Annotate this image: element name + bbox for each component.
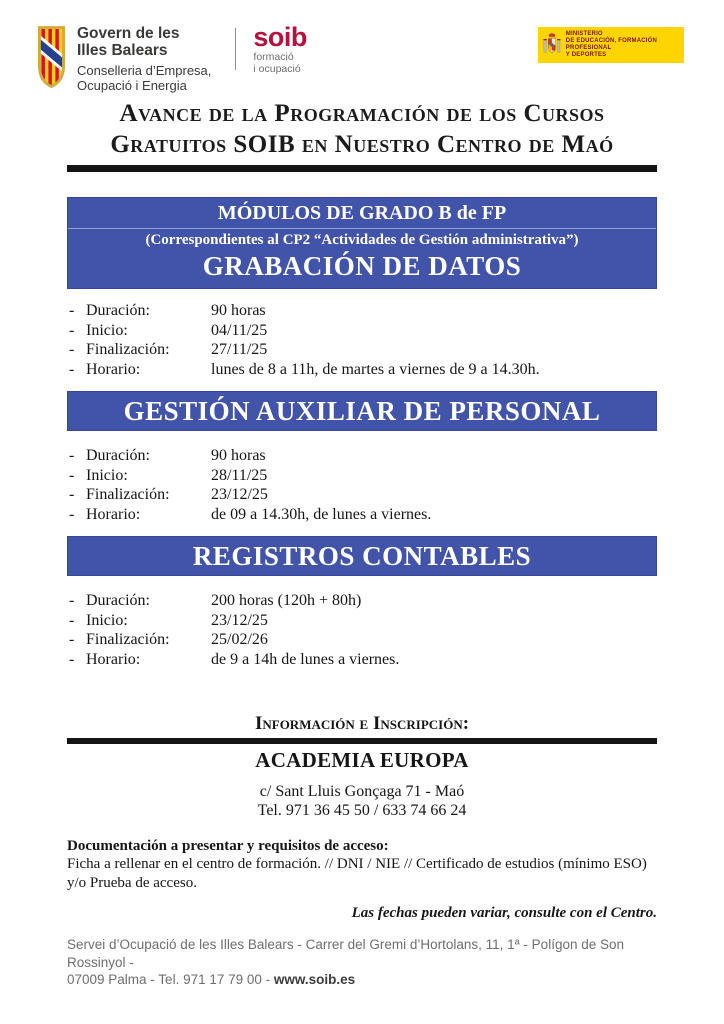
govern-dept-line2: Ocupació i Energia: [77, 78, 187, 93]
detail-value: 04/11/25: [211, 321, 268, 339]
detail-label: Inicio:: [86, 321, 128, 339]
bullet-dash: -: [69, 611, 75, 629]
detail-label: Horario:: [86, 505, 141, 523]
govern-name-line2: Illes Balears: [77, 42, 168, 59]
footer-website: www.soib.es: [273, 972, 356, 987]
detail-label: Duración:: [86, 302, 150, 319]
govern-coat-of-arms-icon: [37, 25, 66, 89]
bullet-dash: -: [69, 360, 75, 378]
course-title: GESTIÓN AUXILIAR DE PERSONAL: [123, 396, 601, 426]
course-header-separator: [68, 228, 656, 229]
detail-label: Duración:: [86, 447, 150, 464]
course-header-gestion-auxiliar: [67, 391, 657, 431]
detail-value: lunes de 8 a 11h, de martes a viernes de 9 a 14.30h.: [211, 360, 540, 378]
page-title-line1: Avance de la Programación de los Cursos: [119, 100, 605, 127]
bullet-dash: -: [69, 631, 75, 648]
detail-row: [69, 446, 657, 466]
bullet-dash: -: [69, 592, 75, 609]
course-title: GRABACIÓN DE DATOS: [202, 251, 522, 281]
course-note: (Correspondientes al CP2 “Actividades de Gestión administrativa”): [145, 232, 579, 248]
course-section-gestion-auxiliar: [67, 391, 657, 524]
detail-value: 28/11/25: [211, 466, 268, 484]
detail-value: de 09 a 14.30h, de lunes a viernes.: [211, 505, 432, 523]
govern-name-line1: Govern de les: [77, 25, 180, 42]
detail-label: Finalización:: [86, 486, 170, 503]
bullet-dash: -: [69, 302, 75, 319]
bullet-dash: -: [69, 486, 75, 503]
detail-row: [69, 505, 657, 525]
detail-value: 27/11/25: [211, 341, 268, 358]
page-footer: [67, 936, 673, 989]
footer-line2: [67, 971, 673, 989]
page-title-line2: Gratuitos SOIB en Nuestro Centro de Maó: [110, 131, 614, 158]
course-details-list: [67, 591, 657, 669]
info-rule: [67, 738, 657, 744]
requirements-heading: Documentación a presentar y requisitos de acceso:: [67, 838, 389, 854]
info-section: [67, 713, 657, 820]
ministry-logo: [538, 27, 684, 63]
course-header-registros-contables: [67, 536, 657, 576]
detail-value: 23/12/25: [211, 611, 268, 629]
govern-wordmark: [77, 25, 211, 93]
bullet-dash: -: [69, 466, 75, 484]
soib-tagline-line1: formació: [253, 51, 294, 63]
detail-label: Finalización:: [86, 631, 170, 648]
requirements-section: [67, 837, 657, 892]
course-details-list: [67, 446, 657, 524]
detail-row: [69, 301, 657, 321]
page-title: [30, 98, 694, 160]
detail-row: [69, 466, 657, 486]
detail-row: [69, 340, 657, 360]
detail-row: [69, 591, 657, 611]
bullet-dash: -: [69, 505, 75, 523]
detail-value: 200 horas (120h + 80h): [211, 592, 362, 609]
ministry-text: [566, 31, 678, 59]
spain-coat-of-arms-icon: [543, 30, 561, 60]
soib-wordmark: soib: [253, 22, 307, 52]
detail-value: de 9 a 14h de lunes a viernes.: [211, 650, 400, 668]
title-rule: [67, 165, 657, 172]
footer-line2-text: 07009 Palma - Tel. 971 17 79 00 -: [67, 972, 274, 987]
dates-disclaimer: Las fechas pueden variar, consulte con el Centro.: [351, 905, 657, 921]
detail-value: 25/02/26: [211, 631, 268, 648]
detail-row: [69, 650, 657, 670]
detail-row: [69, 485, 657, 505]
info-heading: Información e Inscripción:: [254, 713, 470, 734]
course-header-grabacion-de-datos: [67, 197, 657, 289]
detail-label: Inicio:: [86, 611, 128, 629]
logo-header: [0, 0, 724, 93]
course-details-list: [67, 301, 657, 379]
soib-tagline-line2: i ocupació: [253, 62, 301, 75]
detail-label: Inicio:: [86, 466, 128, 484]
bullet-dash: -: [69, 650, 75, 668]
detail-row: [69, 611, 657, 631]
detail-label: Finalización:: [86, 341, 170, 358]
bullet-dash: -: [69, 321, 75, 339]
requirements-body: Ficha a rellenar en el centro de formación. // DNI / NIE // Certificado de estudios (mínimo ESO) y/o Prueba de acceso.: [67, 856, 647, 891]
footer-line1: Servei d’Ocupació de les Illes Balears - Carrer del Gremi d’Hortolans, 11, 1ª - Polígon de Son Rossinyol -: [67, 937, 625, 970]
academy-phone: Tel. 971 36 45 50 / 633 74 66 24: [257, 802, 467, 819]
academy-name: ACADEMIA EUROPA: [255, 748, 469, 772]
bullet-dash: -: [69, 341, 75, 358]
detail-row: [69, 360, 657, 380]
detail-label: Duración:: [86, 592, 150, 609]
detail-row: [69, 321, 657, 341]
detail-value: 23/12/25: [211, 486, 268, 503]
ministry-text-line3: Y DEPORTES: [565, 52, 607, 58]
academy-address: c/ Sant Lluis Gonçaga 71 - Maó: [259, 783, 465, 800]
detail-label: Horario:: [86, 650, 141, 668]
soib-logo: [253, 22, 307, 75]
course-title: REGISTROS CONTABLES: [192, 541, 532, 571]
ministry-text-line2: DE EDUCACIÓN, FORMACIÓN PROFESIONAL: [565, 38, 658, 51]
course-section-grabacion-de-datos: [67, 197, 657, 379]
detail-value: 90 horas: [211, 302, 266, 319]
govern-dept-line1: Conselleria d’Empresa,: [77, 63, 212, 78]
detail-row: [69, 630, 657, 650]
ministry-text-line1: MINISTERIO: [565, 31, 603, 37]
logo-divider: [235, 28, 236, 70]
detail-value: 90 horas: [211, 447, 266, 464]
bullet-dash: -: [69, 447, 75, 464]
course-subtitle: MÓDULOS DE GRADO B de FP: [217, 202, 507, 224]
detail-label: Horario:: [86, 360, 141, 378]
course-section-registros-contables: [67, 536, 657, 669]
